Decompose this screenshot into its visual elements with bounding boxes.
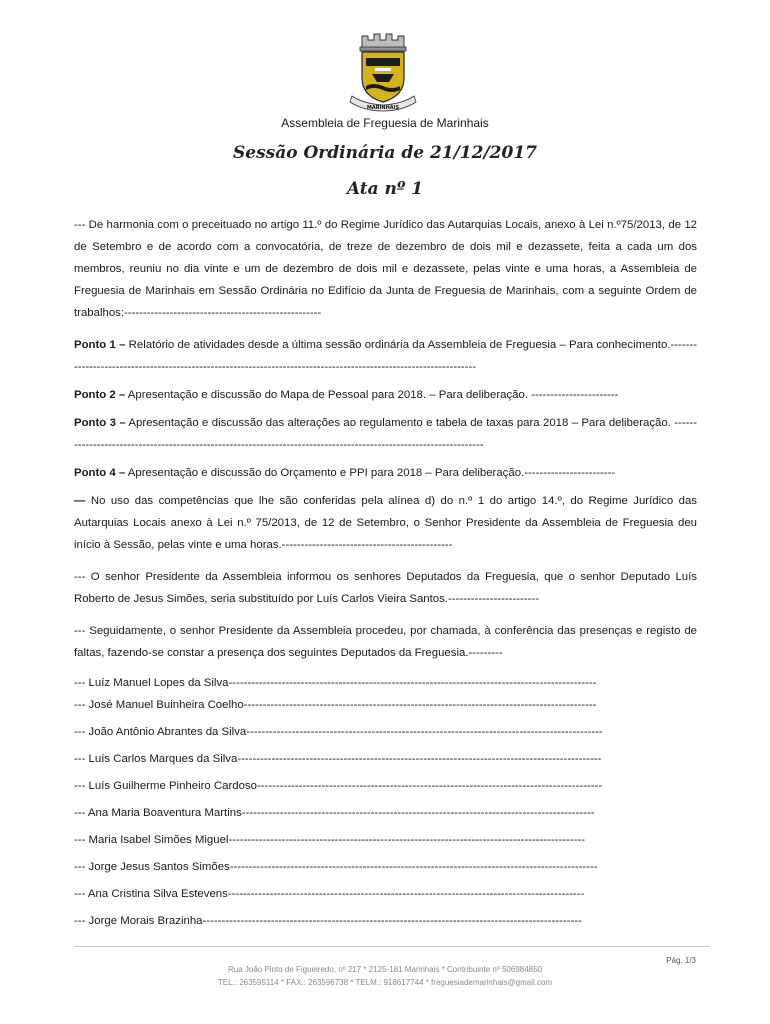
deputy-entry: --- Jorge Morais Brazinha---------------------------------------------------------------------------------------------------- bbox=[74, 915, 582, 927]
minutes-body bbox=[74, 214, 697, 932]
deputy-entry: --- Jorge Jesus Santos Simões------------------------------------------------------------------------------------------------- bbox=[74, 861, 598, 873]
organization-name: Assembleia de Freguesia de Marinhais bbox=[281, 116, 489, 130]
footer-address: Rua João Pinto de Figueiredo, nº 217 * 2125-181 Marinhais * Contribuinte nº 506984850 bbox=[227, 965, 543, 974]
footer-divider bbox=[74, 946, 710, 947]
footer-contacts: TEL.: 263595114 * FAX.: 263596738 * TELM.: 918617744 * freguesiademarinhais@gmail.com bbox=[217, 978, 553, 987]
agenda-item-2-text: Apresentação e discussão do Mapa de Pessoal para 2018. – Para deliberação. ----------------------- bbox=[125, 389, 619, 401]
substitution-paragraph: --- O senhor Presidente da Assembleia informou os senhores Deputados da Freguesia, que o senhor Deputado Luís Roberto de Jesus Simões, seria substituído por Luís Carlos Vieira Santos.------------------------ bbox=[74, 571, 697, 605]
coat-of-arms-icon bbox=[344, 28, 422, 112]
agenda-item-4-text: Apresentação e discussão do Orçamento e PPI para 2018 – Para deliberação.------------------------ bbox=[125, 467, 616, 479]
rollcall-paragraph: --- Seguidamente, o senhor Presidente da Assembleia procedeu, por chamada, à conferência das presenças e registo de faltas, fazendo-se constar a presença dos seguintes Deputados da Freguesia.--------- bbox=[74, 625, 697, 659]
agenda-item-3 bbox=[74, 412, 697, 456]
agenda-item-3-text: Apresentação e discussão das alterações ao regulamento e tabela de taxas para 2018 – Para deliberação. ------------------------------------------------------------------------------------------------------------------ bbox=[74, 417, 698, 451]
deputy-entry: --- Ana Maria Boaventura Martins--------------------------------------------------------------------------------------------- bbox=[74, 807, 595, 819]
opening-text: No uso das competências que lhe são conferidas pela alínea d) do n.º 1 do artigo 14.º, do Regime Jurídico das Autarquias Locais anexo à Lei n.º 75/2013, de 12 de Setembro, o Senhor Presidente da Assembleia de Freguesia deu início à Sessão, pelas vinte e uma horas.--------------------------------------------- bbox=[74, 495, 697, 551]
agenda-item-1 bbox=[74, 334, 697, 378]
deputy-entry: --- Ana Cristina Silva Estevens---------------------------------------------------------------------------------------------- bbox=[74, 888, 585, 900]
agenda-item-4-label: Ponto 4 – bbox=[74, 467, 126, 479]
session-title: Sessão Ordinária de 21/12/2017 bbox=[232, 143, 537, 163]
deputy-entry: --- Luíz Manuel Lopes da Silva------------------------------------------------------------------------------------------------- bbox=[74, 677, 597, 689]
deputy-entry: --- João Antônio Abrantes da Silva---------------------------------------------------------------------------------------------- bbox=[74, 726, 603, 738]
agenda-item-1-label: Ponto 1 – bbox=[74, 339, 126, 351]
deputies-list bbox=[74, 672, 697, 932]
minutes-title: Ata nº 1 bbox=[346, 179, 424, 199]
agenda-item-2-label: Ponto 2 – bbox=[74, 389, 126, 401]
deputy-entry: --- José Manuel Buinheira Coelho--------------------------------------------------------------------------------------------- bbox=[74, 699, 597, 711]
page-number: Pág. 1/3 bbox=[666, 956, 696, 965]
opening-paragraph bbox=[74, 490, 697, 556]
agenda-item-1-text: Relatório de atividades desde a última sessão ordinária da Assembleia de Freguesia – Para conhecimento.----------------------------------------------------------------------------------------------------------------- bbox=[74, 339, 697, 373]
agenda-item-3-label: Ponto 3 – bbox=[74, 417, 126, 429]
deputy-entry: --- Maria Isabel Simões Miguel---------------------------------------------------------------------------------------------- bbox=[74, 834, 586, 846]
agenda-item-2 bbox=[74, 384, 697, 406]
crest-motto: MARINHAIS bbox=[366, 105, 400, 111]
deputy-entry: --- Luís Carlos Marques da Silva------------------------------------------------------------------------------------------------ bbox=[74, 753, 602, 765]
opening-dash: — bbox=[74, 495, 86, 507]
agenda-item-4 bbox=[74, 462, 697, 484]
intro-paragraph: --- De harmonia com o preceituado no artigo 11.º do Regime Jurídico das Autarquias Locais, anexo à Lei n.º75/2013, de 12 de Setembro e de acordo com a convocatória, de treze de dezembro de dois mil e dezassete, feita a cada um dos membros, reuniu no dia vinte e um de dezembro de dois mil e dezassete, pelas vinte e uma horas, a Assembleia de Freguesia de Marinhais em Sessão Ordinária no Edifício da Junta de Freguesia de Marinhais, com a seguinte Ordem de trabalhos:---------------------------------------------------- bbox=[74, 219, 697, 319]
deputy-entry: --- Luís Guilherme Pinheiro Cardoso------------------------------------------------------------------------------------------- bbox=[74, 780, 603, 792]
